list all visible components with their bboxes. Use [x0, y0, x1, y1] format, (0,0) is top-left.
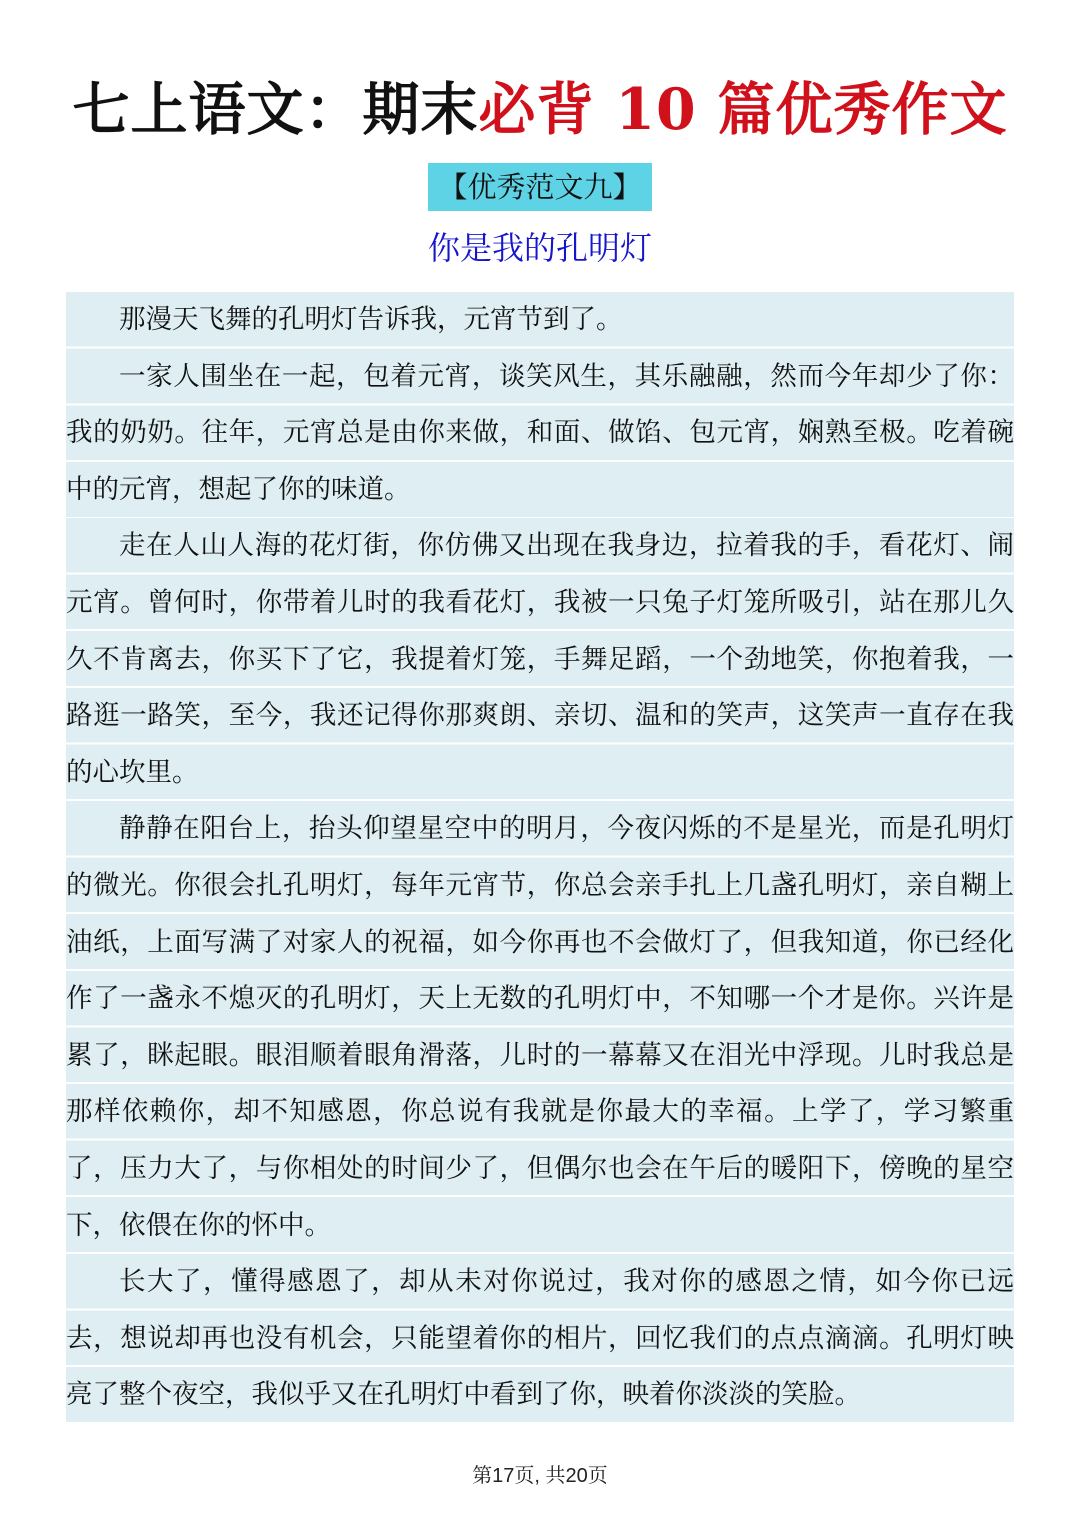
- essay-paragraph-2: 一家人围坐在一起，包着元宵，谈笑风生，其乐融融，然而今年却少了你：我的奶奶。往年，元宵总是由你来做，和面、做馅、包元宵，娴熟至极。吃着碗中的元宵，想起了你的味道。: [66, 349, 1014, 519]
- page-number: 第17页, 共20页: [472, 1465, 608, 1487]
- title-part-1: 七上语文：期末: [72, 76, 479, 143]
- essay-paragraph-3: 走在人山人海的花灯街，你仿佛又出现在我身边，拉着我的手，看花灯、闹元宵。曾何时，你带着儿时的我看花灯，我被一只兔子灯笼所吸引，站在那儿久久不肯离去，你买下了它，我提着灯笼，手舞足蹈，一个劲地笑，你抱着我，一路逛一路笑，至今，我还记得你那爽朗、亲切、温和的笑声，这笑声一直存在我的心坎里。: [66, 518, 1014, 801]
- essay-body: [66, 292, 1014, 1424]
- essay-title: 你是我的孔明灯: [427, 229, 652, 267]
- page-title: [0, 70, 1080, 150]
- title-part-2: 必背 10 篇优秀作文: [478, 76, 1008, 143]
- essay-number-badge: 【优秀范文九】: [428, 163, 651, 211]
- badge-container: [0, 163, 1080, 211]
- essay-paragraph-5: 长大了，懂得感恩了，却从未对你说过，我对你的感恩之情，如今你已远去，想说却再也没有机会，只能望着你的相片，回忆我们的点点滴滴。孔明灯映亮了整个夜空，我似乎又在孔明灯中看到了你，映着你淡淡的笑脸。: [66, 1254, 1014, 1424]
- essay-paragraph-4: 静静在阳台上，抬头仰望星空中的明月，今夜闪烁的不是星光，而是孔明灯的微光。你很会扎孔明灯，每年元宵节，你总会亲手扎上几盏孔明灯，亲自糊上油纸，上面写满了对家人的祝福，如今你再也不会做灯了，但我知道，你已经化作了一盏永不熄灭的孔明灯，天上无数的孔明灯中，不知哪一个才是你。兴许是累了，眯起眼。眼泪顺着眼角滑落，儿时的一幕幕又在泪光中浮现。儿时我总是那样依赖你，却不知感恩，你总说有我就是你最大的幸福。上学了，学习繁重了，压力大了，与你相处的时间少了，但偶尔也会在午后的暖阳下，傍晚的星空下，依偎在你的怀中。: [66, 801, 1014, 1254]
- essay-paragraph-1: 那漫天飞舞的孔明灯告诉我，元宵节到了。: [66, 292, 1014, 349]
